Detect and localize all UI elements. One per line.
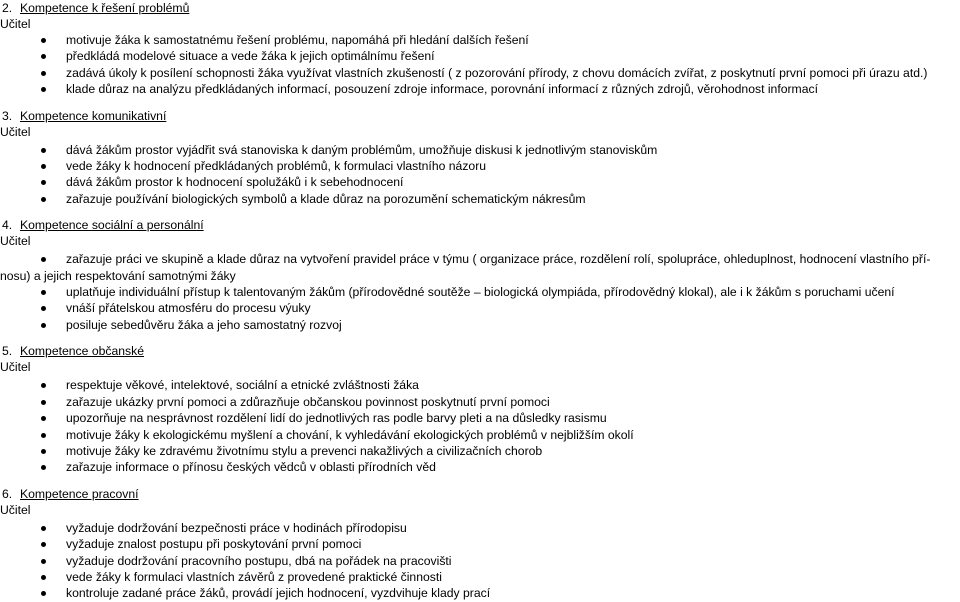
list-item: motivuje žáka k samostatnému řešení problému, napomáhá při hledání dalších řešení <box>0 32 960 48</box>
list-item: dává žákům prostor vyjádřit svá stanoviska k daným problémům, umožňuje diskusi k jednotlivým stanoviskům <box>0 142 960 158</box>
section-heading <box>0 343 960 359</box>
list-item: vede žáky k formulaci vlastních závěrů z provedené praktické činnosti <box>0 569 960 585</box>
list-item: vyžaduje dodržování bezpečnosti práce v hodinách přírodopisu <box>0 520 960 536</box>
list-item: zařazuje informace o přínosu českých vědců v oblasti přírodních věd <box>0 459 960 475</box>
section-communication <box>0 108 960 208</box>
section-title: Kompetence k řešení problémů <box>20 1 190 15</box>
section-number: 4. <box>2 218 13 233</box>
section-number: 3. <box>2 108 13 123</box>
section-social-personal <box>0 217 960 333</box>
bullet-icon <box>41 465 46 470</box>
bullet-icon <box>41 400 46 405</box>
section-heading <box>0 108 960 124</box>
section-number: 2. <box>2 1 13 15</box>
list-item: předkládá modelové situace a vede žáka k jejich optimálnímu řešení <box>0 48 960 64</box>
list-item: motivuje žáky k ekologickému myšlení a chování, k vyhledávání ekologických problémů v nejbližším okolí <box>0 427 960 443</box>
list-item: vnáší přátelskou atmosféru do procesu výuky <box>0 300 960 316</box>
section-heading <box>0 217 960 233</box>
bullet-list <box>0 520 960 602</box>
bullet-icon <box>41 575 46 580</box>
bullet-icon <box>41 306 46 311</box>
section-heading <box>0 486 960 502</box>
list-item: posiluje sebedůvěru žáka a jeho samostatný rozvoj <box>0 317 960 333</box>
section-work <box>0 486 960 602</box>
role-label: Učitel <box>0 360 31 375</box>
list-item: zařazuje ukázky první pomoci a zdůrazňuje občanskou povinnost poskytnutí první pomoci <box>0 394 960 410</box>
list-item: dává žákům prostor k hodnocení spolužáků i k sebehodnocení <box>0 174 960 190</box>
list-item: kontroluje zadané práce žáků, provádí jejich hodnocení, vyzdvihuje klady prací <box>0 585 960 601</box>
bullet-icon <box>41 148 46 153</box>
section-title: Kompetence sociální a personální <box>20 218 204 233</box>
list-item: vede žáky k hodnocení předkládaných problémů, k formulaci vlastního názoru <box>0 158 960 174</box>
bullet-list <box>0 32 960 98</box>
list-item: respektuje věkové, intelektové, sociální a etnické zvláštnosti žáka <box>0 377 960 393</box>
role-label: Učitel <box>0 234 31 249</box>
role-label: Učitel <box>0 124 31 139</box>
list-item: zařazuje práci ve skupině a klade důraz na vytvoření pravidel práce v týmu ( organizace práce, rozdělení rolí, spolupráce, ohleduplnost, hodnocení vlastního pří- <box>0 251 960 267</box>
bullet-icon <box>41 433 46 438</box>
role-label: Učitel <box>0 502 31 517</box>
section-problem-solving <box>0 0 960 98</box>
list-item: klade důraz na analýzu předkládaných informací, posouzení zdroje informace, porovnání informací z různých zdrojů, věrohodnost informací <box>0 81 960 97</box>
bullet-icon <box>41 416 46 421</box>
bullet-icon <box>41 383 46 388</box>
list-item: motivuje žáky ke zdravému životnímu stylu a prevenci nakažlivých a civilizačních chorob <box>0 443 960 459</box>
list-item: vyžaduje znalost postupu při poskytování první pomoci <box>0 536 960 552</box>
section-number: 5. <box>2 344 13 359</box>
list-item: zařazuje používání biologických symbolů a klade důraz na porozumění schematickým nákresům <box>0 191 960 207</box>
list-item: zadává úkoly k posílení schopnosti žáka využívat vlastních zkušeností ( z pozorování přírody, z chovu domácích zvířat, z poskytnutí první pomoci při úrazu atd.) <box>0 65 960 81</box>
section-civic <box>0 343 960 475</box>
bullet-icon <box>41 449 46 454</box>
bullet-icon <box>41 526 46 531</box>
bullet-icon <box>41 71 46 76</box>
list-item-continuation: nosu) a jejich respektování samotnými žáky <box>0 268 236 283</box>
bullet-icon <box>41 54 46 59</box>
bullet-icon <box>41 542 46 547</box>
bullet-icon <box>41 559 46 564</box>
bullet-icon <box>41 87 46 92</box>
bullet-list <box>0 251 960 333</box>
bullet-icon <box>41 591 46 596</box>
bullet-icon <box>41 180 46 185</box>
section-heading <box>0 0 960 16</box>
section-title: Kompetence pracovní <box>20 486 139 501</box>
section-title: Kompetence občanské <box>20 344 144 359</box>
bullet-icon <box>41 290 46 295</box>
bullet-list <box>0 142 960 208</box>
bullet-icon <box>41 323 46 328</box>
role-label: Učitel <box>0 17 31 31</box>
section-title: Kompetence komunikativní <box>20 108 167 123</box>
bullet-list <box>0 377 960 475</box>
bullet-icon <box>41 257 46 262</box>
bullet-icon <box>41 197 46 202</box>
list-item: upozorňuje na nesprávnost rozdělení lidí do jednotlivých ras podle barvy pleti a na důsledky rasismu <box>0 410 960 426</box>
bullet-icon <box>41 164 46 169</box>
list-item: uplatňuje individuální přístup k talentovaným žákům (přírodovědné soutěže – biologická olympiáda, přírodovědný klokal), ale i k žákům s poruchami učení <box>0 284 960 300</box>
list-item: vyžaduje dodržování pracovního postupu, dbá na pořádek na pracovišti <box>0 553 960 569</box>
bullet-icon <box>41 38 46 43</box>
section-number: 6. <box>2 486 13 501</box>
